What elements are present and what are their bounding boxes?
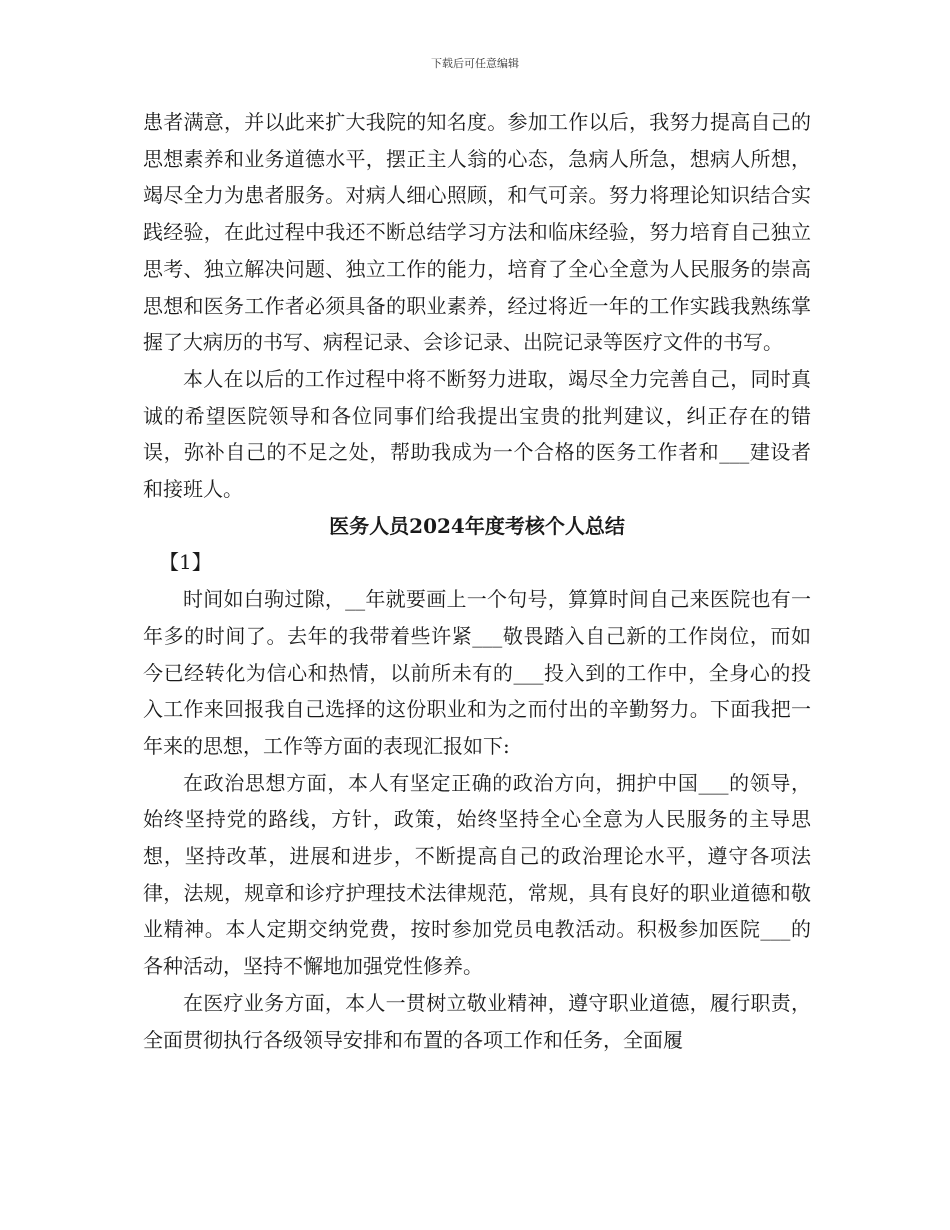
paragraph: 患者满意，并以此来扩大我院的知名度。参加工作以后，我努力提高自己的思想素养和业务道德水平，摆正主人翁的心态，急病人所急，想病人所想，竭尽全力为患者服务。对病人细心照顾，和气可亲。努力将理论知识结合实践经验，在此过程中我还不断总结学习方法和临床经验，努力培育自己独立思考、独立解决问题、独立工作的能力，培育了全心全意为人民服务的崇高思想和医务工作者必须具备的职业素养，经过将近一年的工作实践我熟练掌握了大病历的书写、病程记录、会诊记录、出院记录等医疗文件的书写。 [143,110,811,355]
paragraph: 本人在以后的工作过程中将不断努力进取，竭尽全力完善自己，同时真诚的希望医院领导和各位同事们给我提出宝贵的批判建议，纠正存在的错误，弥补自己的不足之处，帮助我成为一个合格的医务工作者和___建设者和接班人。 [143,366,811,502]
paragraph: 时间如白驹过隙，__年就要画上一个句号，算算时间自己来医院也有一年多的时间了。去年的我带着些许紧___敬畏踏入自己新的工作岗位，而如今已经转化为信心和热情，以前所未有的___投入到的工作中，全身心的投入工作来回报我自己选择的这份职业和为之而付出的辛勤努力。下面我把一年来的思想，工作等方面的表现汇报如下: [143,587,811,758]
page-header: 下载后可任意编辑 [431,57,519,70]
paragraph: 在医疗业务方面，本人一贯树立敬业精神，遵守职业道德，履行职责，全面贯彻执行各级领导安排和布置的各项工作和任务，全面履 [143,990,811,1052]
section-title: 医务人员2024年度考核个人总结 [329,513,625,538]
document-body [143,104,811,1058]
paragraph: 在政治思想方面，本人有坚定正确的政治方向，拥护中国___的领导，始终坚持党的路线，方针，政策，始终坚持全心全意为人民服务的主导思想，坚持改革，进展和进步，不断提高自己的政治理论水平，遵守各项法律，法规，规章和诊疗护理技术法律规范，常规，具有良好的职业道德和敬业精神。本人定期交纳党费，按时参加党员电教活动。积极参加医院___的各种活动，坚持不懈地加强党性修养。 [143,770,811,979]
section-label: 【1】 [159,550,212,575]
